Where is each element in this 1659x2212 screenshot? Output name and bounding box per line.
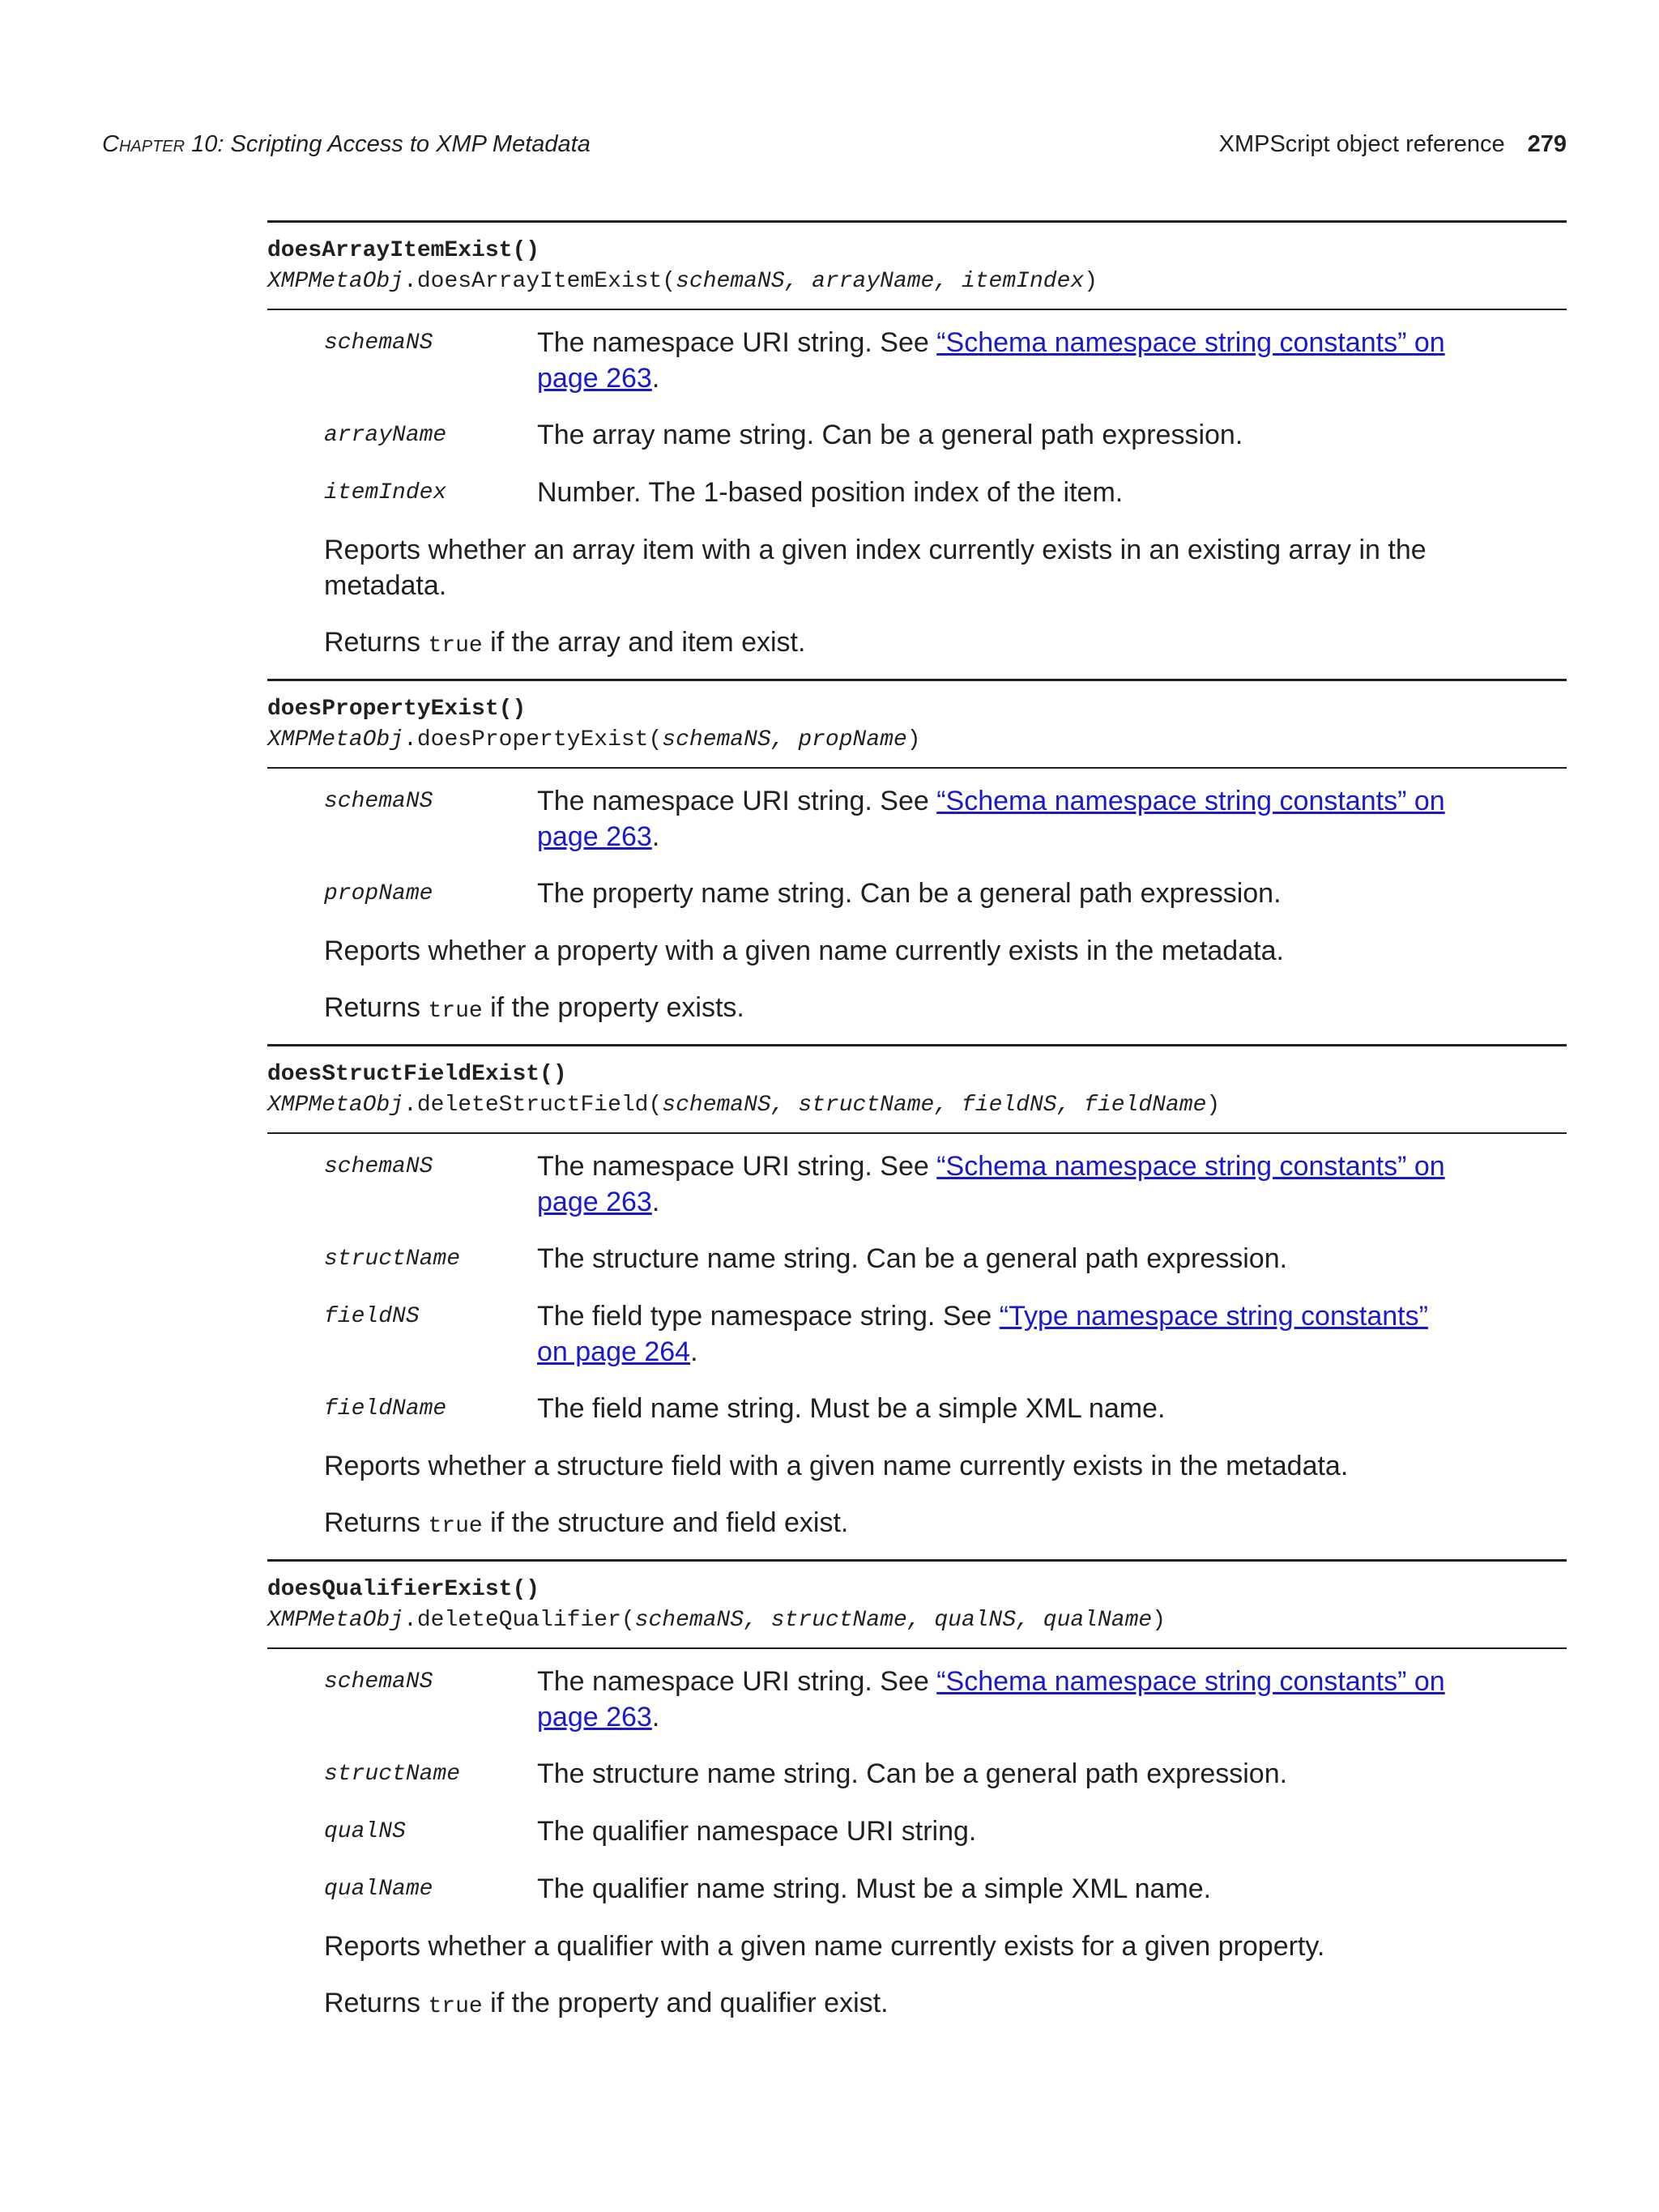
returns-suffix: if the array and item exist. bbox=[482, 627, 806, 658]
parameter-text-after: . bbox=[651, 1702, 660, 1733]
signature-arguments: schemaNS, structName, qualNS, qualName bbox=[634, 1608, 1153, 1633]
parameter-text: The namespace URI string. See bbox=[537, 1666, 937, 1697]
chapter-rest: 10: Scripting Access to XMP Metadata bbox=[185, 131, 591, 157]
returns-suffix: if the structure and field exist. bbox=[482, 1507, 849, 1538]
method-block bbox=[267, 679, 1567, 1029]
parameter-name: qualNS bbox=[324, 1819, 406, 1844]
parameter-description bbox=[537, 1813, 1461, 1849]
parameter-name: schemaNS bbox=[324, 789, 433, 814]
returns-prefix: Returns bbox=[324, 1988, 429, 2018]
parameter-row bbox=[324, 417, 1567, 454]
parameter-name: schemaNS bbox=[324, 1154, 433, 1179]
parameter-text-after: . bbox=[651, 1187, 660, 1217]
method-description: Reports whether a structure field with a given name currently exists in the metadata. bbox=[324, 1451, 1349, 1481]
parameter-row bbox=[324, 783, 1567, 855]
parameter-description bbox=[537, 325, 1461, 396]
parameter-description bbox=[537, 783, 1461, 855]
parameter-name: arrayName bbox=[324, 423, 447, 448]
parameter-text: The qualifier name string. Must be a simple XML name. bbox=[537, 1873, 1212, 1904]
parameter-description bbox=[537, 475, 1461, 510]
signature-close: ) bbox=[906, 727, 921, 752]
parameter-row bbox=[324, 325, 1567, 396]
method-returns bbox=[324, 624, 1458, 664]
signature-object: XMPMetaObj bbox=[267, 269, 404, 294]
returns-value: true bbox=[428, 999, 483, 1024]
method-signature bbox=[267, 266, 1567, 297]
cross-reference-link[interactable]: “Schema namespace string constants” on page 263 bbox=[537, 786, 1445, 852]
parameter-text: The structure name string. Can be a general path expression. bbox=[537, 1758, 1288, 1789]
method-description: Reports whether a qualifier with a given name currently exists for a given property. bbox=[324, 1931, 1325, 1962]
parameter-text: Number. The 1-based position index of the item. bbox=[537, 477, 1124, 508]
method-name: doesStructFieldExist() bbox=[267, 1062, 567, 1087]
parameter-description bbox=[537, 1391, 1461, 1426]
parameter-text: The structure name string. Can be a general path expression. bbox=[537, 1243, 1288, 1274]
parameter-description bbox=[537, 1241, 1461, 1276]
returns-prefix: Returns bbox=[324, 992, 429, 1023]
method-block bbox=[267, 220, 1567, 664]
method-description: Reports whether an array item with a given index currently exists in an existing array in the metadata. bbox=[324, 535, 1427, 601]
cross-reference-link[interactable]: “Schema namespace string constants” on page 263 bbox=[537, 327, 1445, 394]
method-signature bbox=[267, 1605, 1567, 1636]
method-header bbox=[267, 220, 1567, 310]
signature-object: XMPMetaObj bbox=[267, 1608, 404, 1633]
signature-arguments: schemaNS, propName bbox=[662, 727, 907, 752]
parameter-row bbox=[324, 1391, 1567, 1427]
returns-value: true bbox=[428, 1514, 483, 1539]
parameter-text: The qualifier namespace URI string. bbox=[537, 1816, 977, 1847]
chapter-title bbox=[102, 128, 591, 160]
parameter-text: The field name string. Must be a simple XML name. bbox=[537, 1393, 1166, 1424]
section-heading bbox=[1219, 128, 1567, 160]
parameter-row bbox=[324, 1149, 1567, 1220]
method-description: Reports whether a property with a given name currently exists in the metadata. bbox=[324, 936, 1284, 966]
parameter-text: The namespace URI string. See bbox=[537, 786, 937, 816]
signature-close: ) bbox=[1084, 269, 1098, 294]
parameter-text: The field type namespace string. See bbox=[537, 1301, 1000, 1332]
method-name: doesArrayItemExist() bbox=[267, 238, 540, 263]
method-name: doesQualifierExist() bbox=[267, 1577, 540, 1602]
page-header bbox=[102, 128, 1567, 160]
signature-function: .doesArrayItemExist( bbox=[403, 269, 676, 294]
returns-prefix: Returns bbox=[324, 627, 429, 658]
method-header bbox=[267, 679, 1567, 769]
parameter-name: fieldName bbox=[324, 1396, 447, 1421]
parameter-description bbox=[537, 1664, 1461, 1735]
parameter-text: The array name string. Can be a general path expression. bbox=[537, 420, 1243, 450]
signature-close: ) bbox=[1152, 1608, 1166, 1633]
parameter-text-after: . bbox=[690, 1336, 698, 1367]
signature-close: ) bbox=[1206, 1093, 1221, 1118]
signature-function: .deleteStructField( bbox=[403, 1093, 663, 1118]
method-name: doesPropertyExist() bbox=[267, 697, 527, 722]
section-title: XMPScript object reference bbox=[1218, 131, 1505, 157]
cross-reference-link[interactable]: “Schema namespace string constants” on page 263 bbox=[537, 1666, 1445, 1733]
parameter-description bbox=[537, 1871, 1461, 1907]
signature-object: XMPMetaObj bbox=[267, 1093, 404, 1118]
chapter-prefix: C bbox=[102, 131, 119, 157]
parameter-list bbox=[324, 1149, 1567, 1427]
parameter-name: qualName bbox=[324, 1877, 433, 1902]
page-number: 279 bbox=[1527, 131, 1567, 157]
returns-value: true bbox=[428, 1994, 483, 2019]
parameter-row bbox=[324, 1756, 1567, 1792]
signature-arguments: schemaNS, structName, fieldNS, fieldName bbox=[662, 1093, 1207, 1118]
method-block bbox=[267, 1559, 1567, 2025]
method-returns bbox=[324, 990, 1458, 1029]
chapter-smallcaps: hapter bbox=[118, 131, 186, 157]
parameter-list bbox=[324, 325, 1567, 511]
parameter-text: The property name string. Can be a general path expression. bbox=[537, 878, 1282, 909]
parameter-name: itemIndex bbox=[324, 480, 447, 505]
method-returns bbox=[324, 1985, 1458, 2025]
cross-reference-link[interactable]: “Schema namespace string constants” on page 263 bbox=[537, 1151, 1445, 1217]
method-header bbox=[267, 1559, 1567, 1649]
parameter-description bbox=[537, 1298, 1461, 1370]
parameter-row bbox=[324, 1664, 1567, 1735]
method-list bbox=[267, 220, 1567, 2039]
parameter-description bbox=[537, 1149, 1461, 1220]
parameter-row bbox=[324, 1813, 1567, 1850]
parameter-text-after: . bbox=[651, 821, 660, 852]
method-block bbox=[267, 1044, 1567, 1545]
parameter-row bbox=[324, 1871, 1567, 1907]
parameter-row bbox=[324, 1298, 1567, 1370]
parameter-name: fieldNS bbox=[324, 1304, 420, 1329]
method-returns bbox=[324, 1505, 1458, 1545]
parameter-name: structName bbox=[324, 1247, 461, 1272]
parameter-list bbox=[324, 783, 1567, 912]
method-header bbox=[267, 1044, 1567, 1134]
returns-suffix: if the property and qualifier exist. bbox=[482, 1988, 889, 2018]
parameter-name: structName bbox=[324, 1762, 461, 1787]
returns-value: true bbox=[428, 633, 483, 658]
parameter-row bbox=[324, 876, 1567, 912]
returns-suffix: if the property exists. bbox=[482, 992, 744, 1023]
parameter-text: The namespace URI string. See bbox=[537, 1151, 937, 1182]
parameter-description bbox=[537, 876, 1461, 911]
cross-reference-link[interactable]: “Type namespace string constants” on page 264 bbox=[537, 1301, 1428, 1367]
parameter-row bbox=[324, 475, 1567, 511]
parameter-name: schemaNS bbox=[324, 330, 433, 356]
parameter-text-after: . bbox=[651, 363, 660, 394]
signature-function: .doesPropertyExist( bbox=[403, 727, 663, 752]
signature-function: .deleteQualifier( bbox=[403, 1608, 635, 1633]
parameter-description bbox=[537, 1756, 1461, 1792]
parameter-name: propName bbox=[324, 881, 433, 906]
signature-arguments: schemaNS, arrayName, itemIndex bbox=[676, 269, 1085, 294]
method-signature bbox=[267, 725, 1567, 756]
parameter-text: The namespace URI string. See bbox=[537, 327, 937, 358]
returns-prefix: Returns bbox=[324, 1507, 429, 1538]
parameter-list bbox=[324, 1664, 1567, 1907]
parameter-name: schemaNS bbox=[324, 1669, 433, 1694]
parameter-description bbox=[537, 417, 1461, 453]
parameter-row bbox=[324, 1241, 1567, 1277]
signature-object: XMPMetaObj bbox=[267, 727, 404, 752]
method-signature bbox=[267, 1090, 1567, 1121]
